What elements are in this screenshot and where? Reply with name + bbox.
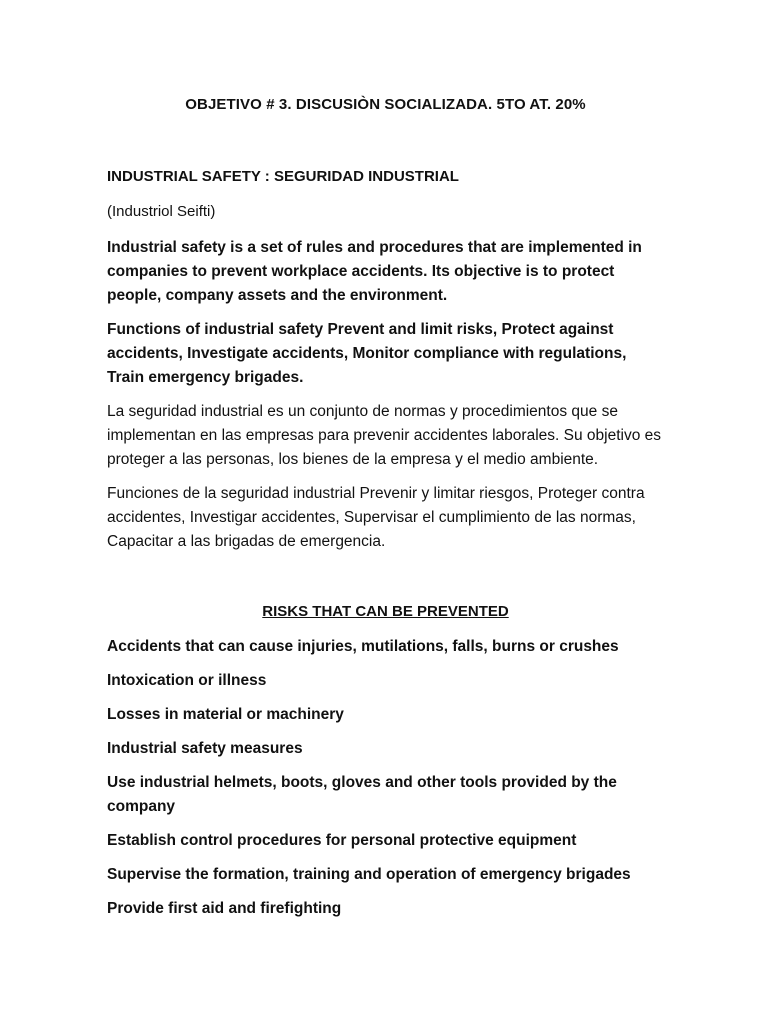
paragraph-definition-en: Industrial safety is a set of rules and procedures that are implemented in companies to prevent workplace accidents. Its objective is to protect people, company assets and the environment.: [107, 239, 642, 304]
paragraph-functions-en: Functions of industrial safety Prevent and limit risks, Protect against accidents, Investigate accidents, Monitor compliance with regulations, Train emergency brigades.: [107, 321, 627, 386]
paragraph-functions-es: Funciones de la seguridad industrial Prevenir y limitar riesgos, Proteger contra accidentes, Investigar accidentes, Supervisar el cumplimiento de las normas, Capacitar a las brigadas de emergencia.: [107, 485, 645, 550]
paragraph-definition-es: La seguridad industrial es un conjunto de normas y procedimientos que se implementan en las empresas para prevenir accidentes laborales. Su objetivo es proteger a las personas, los bienes de la empresa y el medio ambiente.: [107, 403, 661, 468]
list-item: Provide first aid and firefighting: [107, 900, 342, 917]
list-item: Intoxication or illness: [107, 672, 267, 689]
list-item: Use industrial helmets, boots, gloves and other tools provided by the company: [107, 774, 617, 815]
risks-list: [107, 635, 664, 921]
list-item: Supervise the formation, training and operation of emergency brigades: [107, 866, 631, 883]
pronunciation-note: (Industriol Seifti): [107, 203, 216, 220]
list-item: Establish control procedures for personal protective equipment: [107, 832, 577, 849]
section-heading: INDUSTRIAL SAFETY : SEGURIDAD INDUSTRIAL: [107, 168, 459, 185]
risks-section-title: RISKS THAT CAN BE PREVENTED: [262, 603, 509, 620]
list-item: Losses in material or machinery: [107, 706, 344, 723]
list-item: Accidents that can cause injuries, mutilations, falls, burns or crushes: [107, 638, 619, 655]
document-title: OBJETIVO # 3. DISCUSIÒN SOCIALIZADA. 5TO AT. 20%: [185, 96, 586, 113]
list-item: Industrial safety measures: [107, 740, 303, 757]
